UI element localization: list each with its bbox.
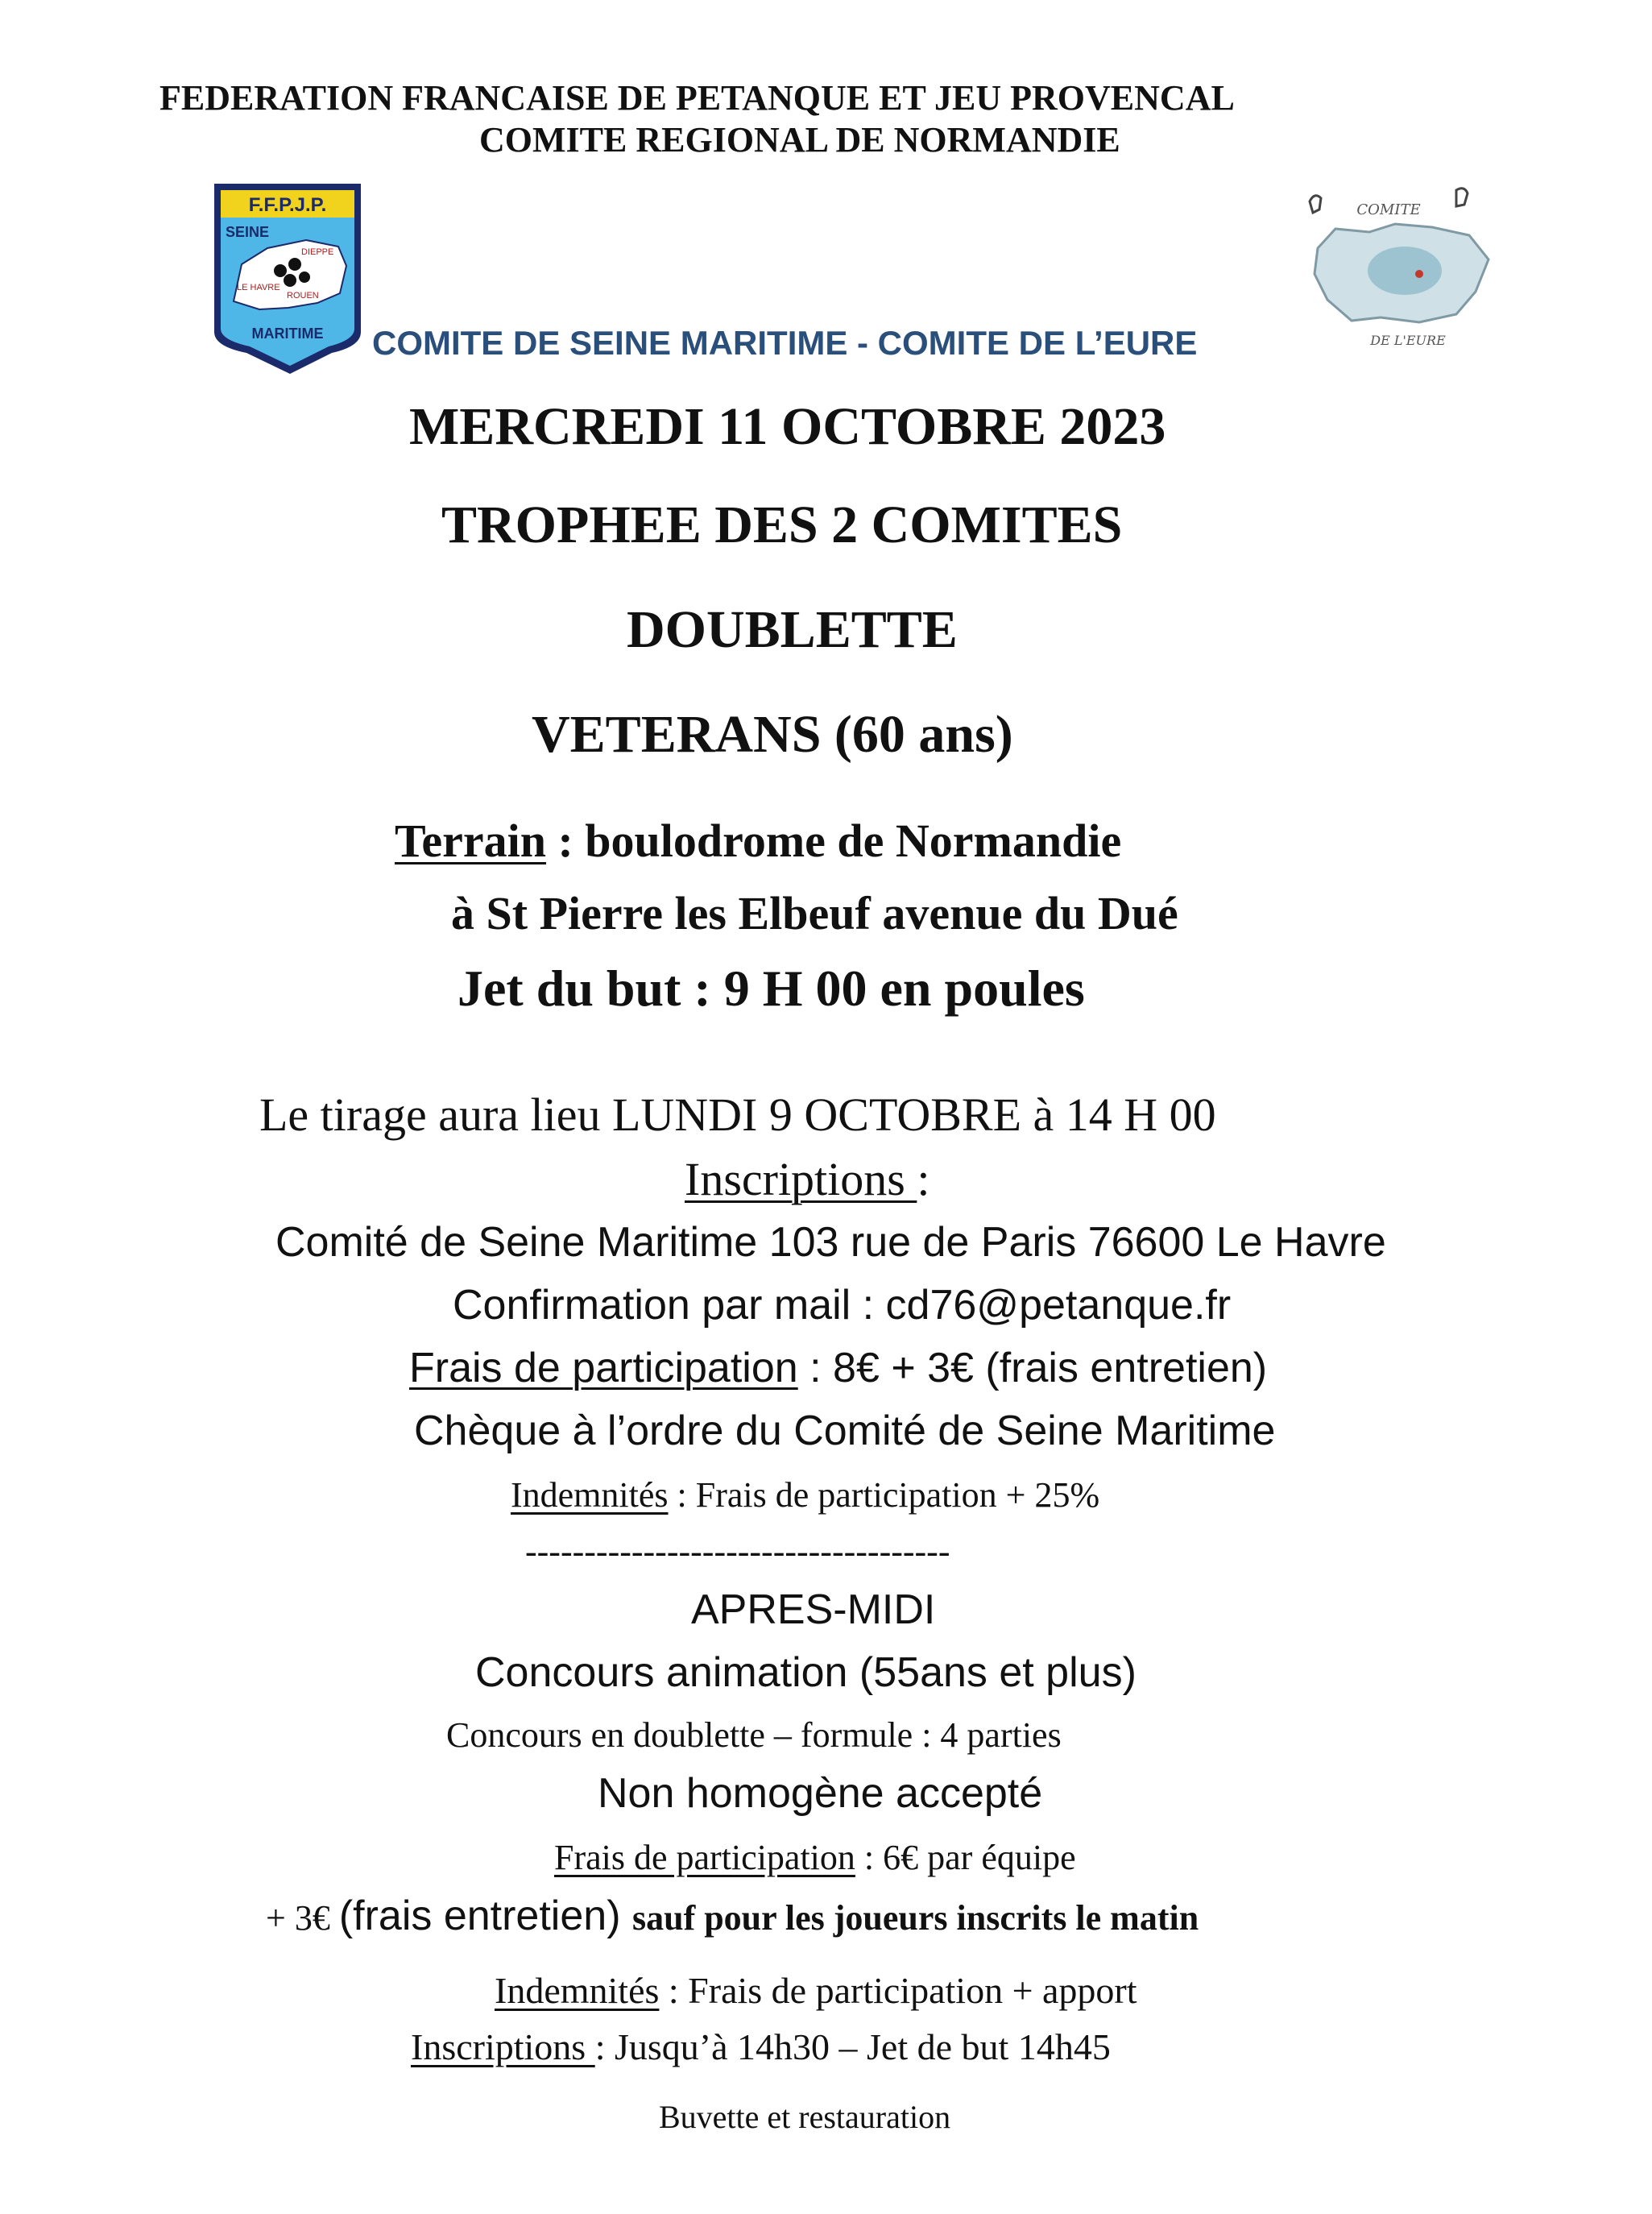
afternoon-inscriptions-label: Inscriptions: [411, 2026, 595, 2067]
venue-address: à St Pierre les Elbeuf avenue du Dué: [451, 887, 1178, 939]
boule-3: [284, 274, 296, 287]
regional-committee-title: COMITE REGIONAL DE NORMANDIE: [479, 120, 1120, 160]
map-center-glow: [1368, 247, 1442, 295]
event-category: VETERANS (60 ans): [532, 705, 1013, 764]
terrain-label: Terrain: [395, 815, 546, 867]
inscriptions-heading: [685, 1152, 930, 1206]
maintenance-fee-line: [266, 1892, 1199, 1940]
committees-line: COMITE DE SEINE MARITIME - COMITE DE L’EURE: [372, 324, 1198, 362]
participation-fees: [409, 1344, 1267, 1392]
city-dieppe: DIEPPE: [301, 247, 334, 257]
map-marker: [1415, 270, 1423, 278]
doublette-format: Concours en doublette – formule : 4 parties: [446, 1715, 1062, 1755]
maritime-label: MARITIME: [251, 325, 324, 342]
afternoon-fees: [554, 1837, 1076, 1878]
city-le-havre: LE HAVRE: [237, 283, 280, 292]
event-format: DOUBLETTE: [627, 600, 958, 659]
confirmation-mail: Confirmation par mail : cd76@petanque.fr: [453, 1282, 1232, 1329]
player-silhouette-left: [1310, 196, 1321, 213]
boule-2: [288, 258, 301, 271]
plus-prefix: + 3€: [266, 1898, 339, 1938]
player-silhouette-right: [1456, 189, 1468, 206]
boule-4: [299, 272, 310, 283]
cheque-order: Chèque à l’ordre du Comité de Seine Maritime: [414, 1408, 1276, 1454]
indemnities-value: : Frais de participation + 25%: [668, 1475, 1100, 1515]
badge-text: F.F.P.J.P.: [248, 194, 327, 216]
eure-top-label: COMITE: [1356, 201, 1421, 218]
bar-catering: Buvette et restauration: [659, 2099, 951, 2135]
afternoon-indemnities-label: Indemnités: [495, 1970, 660, 2011]
fees-value: : 8€ + 3€ (frais entretien): [797, 1345, 1268, 1391]
comite-address: Comité de Seine Maritime 103 rue de Paris 76600 Le Havre: [275, 1219, 1386, 1266]
seine-maritime-logo: [211, 180, 364, 377]
afternoon-fees-value: : 6€ par équipe: [855, 1838, 1076, 1877]
federation-title: FEDERATION FRANCAISE DE PETANQUE ET JEU PROVENCAL: [159, 78, 1235, 118]
fees-label: Frais de participation: [409, 1345, 798, 1391]
indemnities-label: Indemnités: [511, 1475, 669, 1515]
separator-line: ------------------------------------: [525, 1532, 950, 1571]
event-date: MERCREDI 11 OCTOBRE 2023: [409, 397, 1166, 456]
afternoon-inscriptions: [411, 2025, 1111, 2068]
inscriptions-label: Inscriptions: [685, 1153, 917, 1205]
plus-mid: (frais entretien): [338, 1893, 632, 1939]
city-rouen: ROUEN: [287, 291, 319, 301]
afternoon-inscriptions-value: : Jusqu’à 14h30 – Jet de but 14h45: [594, 2026, 1111, 2067]
eure-bottom-label: DE L'EURE: [1370, 333, 1446, 348]
afternoon-fees-label: Frais de participation: [554, 1838, 855, 1877]
afternoon-indemnities-value: : Frais de participation + apport: [659, 1970, 1137, 2011]
jet-du-but: Jet du but : 9 H 00 en poules: [458, 960, 1085, 1017]
terrain-line: [395, 814, 1121, 868]
non-homogeneous: Non homogène accepté: [598, 1770, 1043, 1817]
comite-eure-logo: [1298, 179, 1500, 351]
boule-1: [274, 264, 287, 277]
afternoon-title: APRES-MIDI: [691, 1586, 936, 1633]
event-trophy: TROPHEE DES 2 COMITES: [441, 495, 1123, 554]
seine-label: SEINE: [226, 224, 270, 240]
terrain-value: : boulodrome de Normandie: [545, 815, 1122, 867]
draw-date: Le tirage aura lieu LUNDI 9 OCTOBRE à 14 H 00: [259, 1088, 1216, 1141]
afternoon-indemnities: [495, 1969, 1137, 2012]
inscriptions-colon: :: [917, 1153, 930, 1205]
animation-contest: Concours animation (55ans et plus): [475, 1649, 1137, 1696]
plus-exception: sauf pour les joueurs inscrits le matin: [631, 1898, 1199, 1938]
morning-indemnities: [511, 1474, 1099, 1515]
